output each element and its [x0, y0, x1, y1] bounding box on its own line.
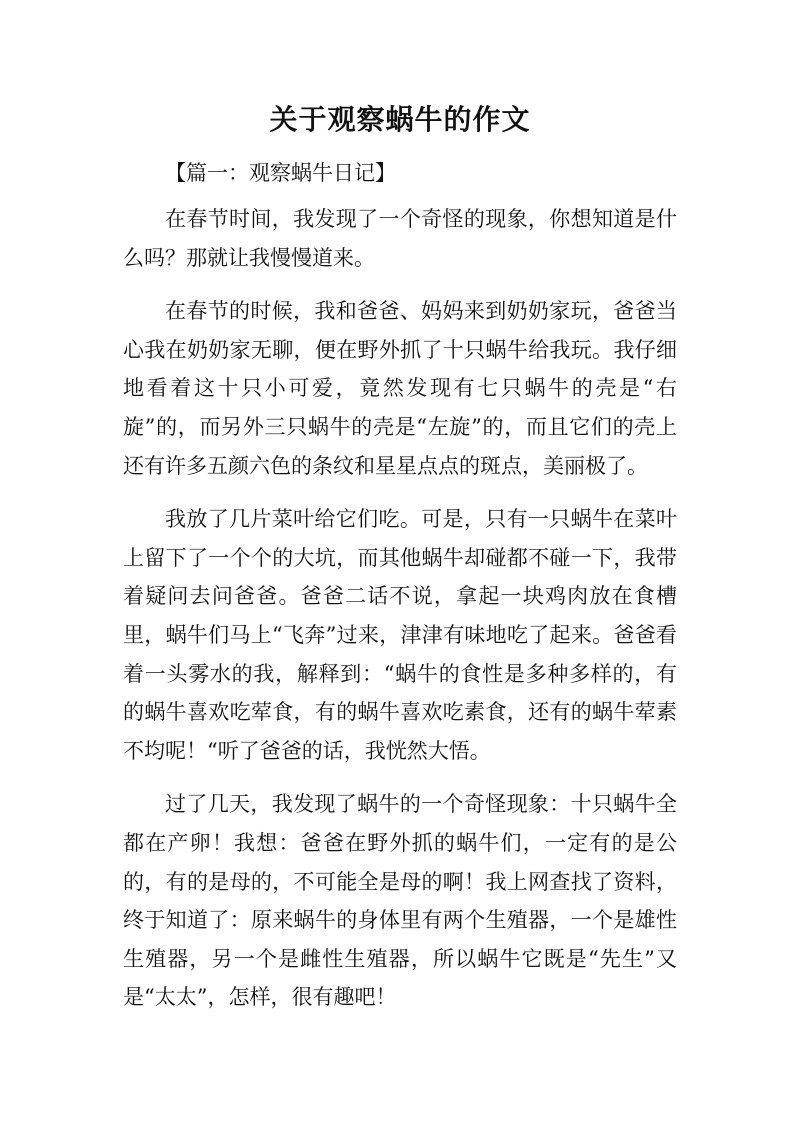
- paragraph-1: 在春节时间，我发现了一个奇怪的现象，你想知道是什么吗？那就让我慢慢道来。: [123, 207, 677, 270]
- paragraph-3: 我放了几片菜叶给它们吃。可是，只有一只蜗牛在菜叶上留下了一个个的大坑，而其他蜗牛却碰都不碰一下，我带着疑问去问爸爸。爸爸二话不说，拿起一块鸡肉放在食槽里，蜗牛们马上“飞奔”过来，津津有味地吃了起来。爸爸看着一头雾水的我，解释到：“蜗牛的食性是多种多样的，有的蜗牛喜欢吃荤食，有的蜗牛喜欢吃素食，还有的蜗牛荤素不均呢！“听了爸爸的话，我恍然大悟。: [123, 507, 677, 763]
- document-title: 关于观察蜗牛的作文: [269, 103, 531, 136]
- document-page: [123, 98, 677, 1032]
- section-heading: 【篇一：观察蜗牛日记】: [165, 161, 396, 185]
- paragraph-4: 过了几天，我发现了蜗牛的一个奇怪现象：十只蜗牛全都在产卵！我想：爸爸在野外抓的蜗牛们，一定有的是公的，有的是母的，不可能全是母的啊！我上网查找了资料，终于知道了：原来蜗牛的身体里有两个生殖器，一个是雄性生殖器，另一个是雌性生殖器，所以蜗牛它既是“先生”又是“太太”，怎样，很有趣吧！: [123, 792, 677, 1010]
- paragraph-2: 在春节的时候，我和爸爸、妈妈来到奶奶家玩，爸爸当心我在奶奶家无聊，便在野外抓了十只蜗牛给我玩。我仔细地看着这十只小可爱，竟然发现有七只蜗牛的壳是“右旋”的，而另外三只蜗牛的壳是“左旋”的，而且它们的壳上还有许多五颜六色的条纹和星星点点的斑点，美丽极了。: [123, 299, 677, 478]
